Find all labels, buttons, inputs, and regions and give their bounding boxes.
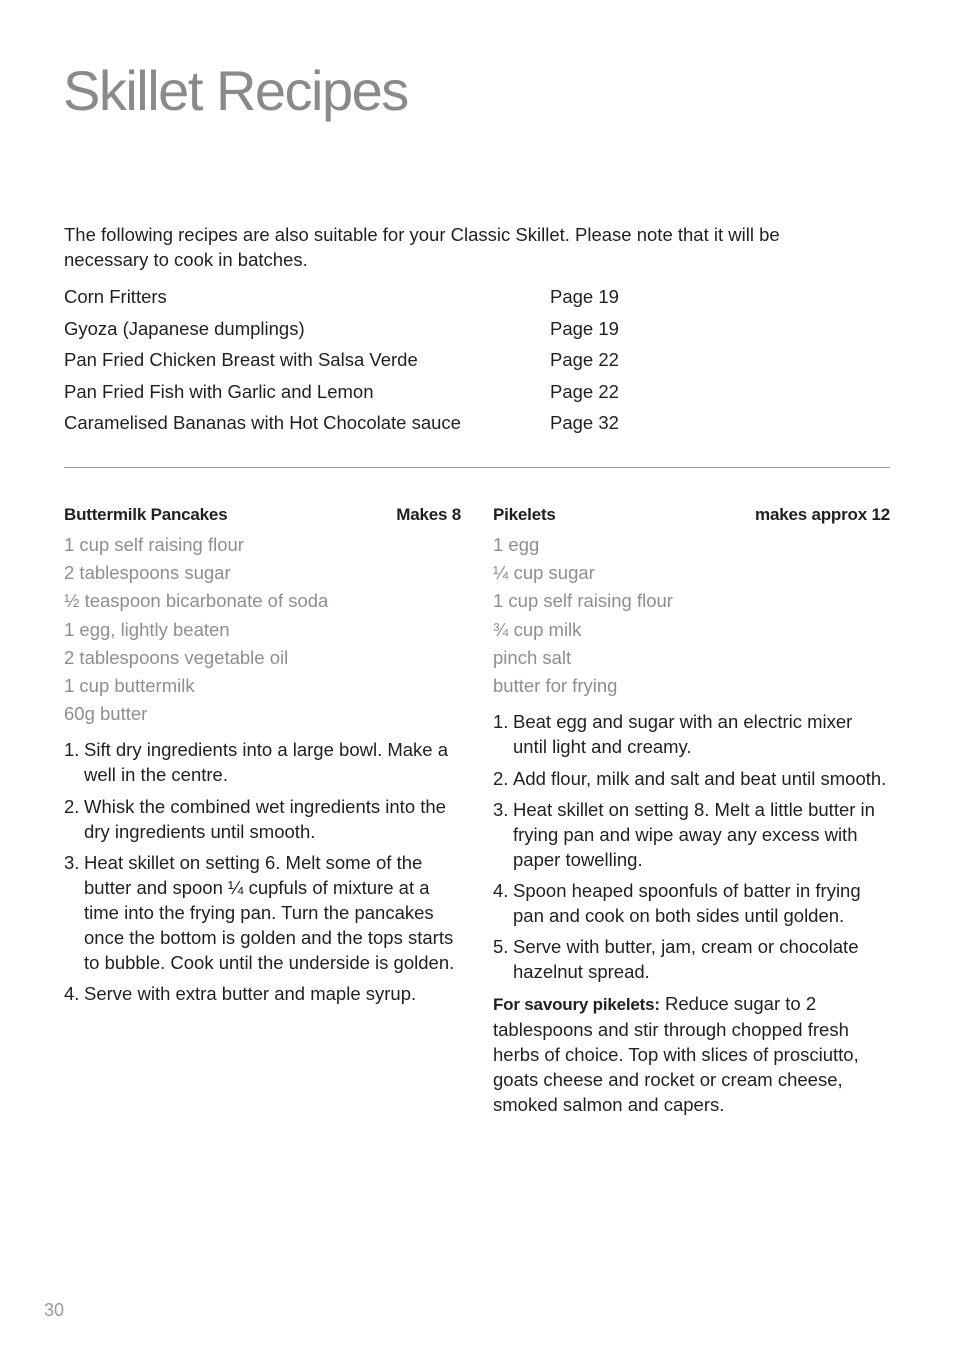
step-text: Heat skillet on setting 8. Melt a little butter in frying pan and wipe away any excess with paper towelling. [513, 798, 875, 870]
recipe-index-title: Gyoza (Japanese dumplings) [64, 317, 305, 339]
recipe-index-row [64, 316, 684, 348]
step-text: Serve with butter, jam, cream or chocolate hazelnut spread. [513, 936, 859, 983]
step-text: Whisk the combined wet ingredients into the dry ingredients until smooth. [84, 795, 446, 842]
step-number: 1. [493, 711, 509, 733]
recipe-yield: makes approx 12 [755, 505, 890, 524]
ingredient-item: 1 cup self raising flour [64, 534, 244, 555]
step-number: 4. [64, 983, 80, 1005]
method-step [493, 878, 890, 928]
ingredient-item: 1 egg [493, 534, 540, 555]
step-number: 2. [493, 767, 509, 789]
method-step [64, 737, 461, 787]
ingredient-item: 2 tablespoons sugar [64, 562, 231, 584]
note-label: For savoury pikelets: [493, 994, 660, 1014]
ingredient-item: 1 cup buttermilk [64, 675, 195, 697]
recipe-buttermilk-pancakes [64, 503, 461, 1013]
step-text: Add flour, milk and salt and beat until smooth. [513, 767, 887, 789]
step-text: Beat egg and sugar with an electric mixer until light and creamy. [513, 711, 853, 758]
method-step [493, 766, 890, 791]
ingredient-item: butter for frying [493, 675, 618, 697]
recipe-index [64, 284, 684, 442]
step-number: 1. [64, 739, 80, 761]
step-text: Heat skillet on setting 6. Melt some of the butter and spoon ¼ cupfuls of mixture at a time into the frying pan. Turn the pancakes once the bottom is golden and the tops starts to bubble. Cook until the underside is golden. [84, 852, 455, 974]
step-number: 2. [64, 795, 80, 817]
method-step [64, 981, 461, 1006]
method-step [493, 709, 890, 759]
ingredient-list [493, 531, 890, 700]
recipe-header [493, 503, 890, 527]
recipe-index-page: Page 19 [550, 317, 619, 339]
recipe-index-page: Page 32 [550, 412, 619, 433]
recipe-name: Pikelets [493, 505, 556, 524]
ingredient-item: ½ teaspoon bicarbonate of soda [64, 590, 329, 612]
recipe-yield: Makes 8 [396, 505, 461, 524]
recipe-index-page: Page 22 [550, 349, 619, 370]
step-number: 3. [493, 798, 509, 820]
method-step [64, 794, 461, 844]
page-number: 30 [44, 1300, 65, 1320]
recipe-name: Buttermilk Pancakes [64, 505, 228, 524]
step-text: Serve with extra butter and maple syrup. [84, 983, 417, 1005]
ingredient-item: 1 egg, lightly beaten [64, 618, 230, 640]
method-steps [64, 737, 461, 1006]
ingredient-item: 60g butter [64, 703, 148, 725]
step-number: 4. [493, 880, 509, 902]
ingredient-item: 2 tablespoons vegetable oil [64, 646, 289, 668]
step-number: 3. [64, 852, 80, 874]
method-step [493, 934, 890, 984]
recipe-header [64, 503, 461, 527]
ingredient-list [64, 531, 461, 728]
note-text: Reduce sugar to 2 tablespoons and stir through chopped fresh herbs of choice. Top with slices of prosciutto, goats cheese and rocket or cream cheese, smoked salmon and capers. [493, 992, 859, 1115]
recipe-index-row [64, 284, 684, 316]
method-step [64, 850, 461, 975]
recipe-index-row [64, 379, 684, 411]
savoury-variation-note [493, 991, 890, 1117]
section-divider [64, 467, 890, 468]
method-steps [493, 709, 890, 984]
recipe-index-page: Page 19 [550, 286, 619, 307]
ingredient-item: pinch salt [493, 646, 572, 668]
recipe-index-title: Corn Fritters [64, 286, 167, 307]
step-text: Spoon heaped spoonfuls of batter in frying pan and cook on both sides until golden. [513, 880, 861, 927]
intro-paragraph: The following recipes are also suitable for your Classic Skillet. Please note that it will be necessary to cook in batches. [64, 224, 780, 270]
ingredient-item: ¾ cup milk [493, 618, 582, 640]
ingredient-item: ¼ cup sugar [493, 562, 595, 584]
step-number: 5. [493, 936, 509, 958]
recipe-pikelets [493, 503, 890, 1117]
recipe-index-title: Pan Fried Fish with Garlic and Lemon [64, 380, 374, 402]
step-text: Sift dry ingredients into a large bowl. Make a well in the centre. [84, 739, 449, 786]
recipe-index-title: Caramelised Bananas with Hot Chocolate sauce [64, 412, 461, 433]
method-step [493, 797, 890, 872]
page-title: Skillet Recipes [63, 59, 408, 122]
recipe-index-title: Pan Fried Chicken Breast with Salsa Verde [64, 349, 418, 370]
ingredient-item: 1 cup self raising flour [493, 590, 673, 612]
recipe-index-row [64, 347, 684, 379]
recipe-index-row [64, 410, 684, 442]
recipe-index-page: Page 22 [550, 380, 619, 402]
